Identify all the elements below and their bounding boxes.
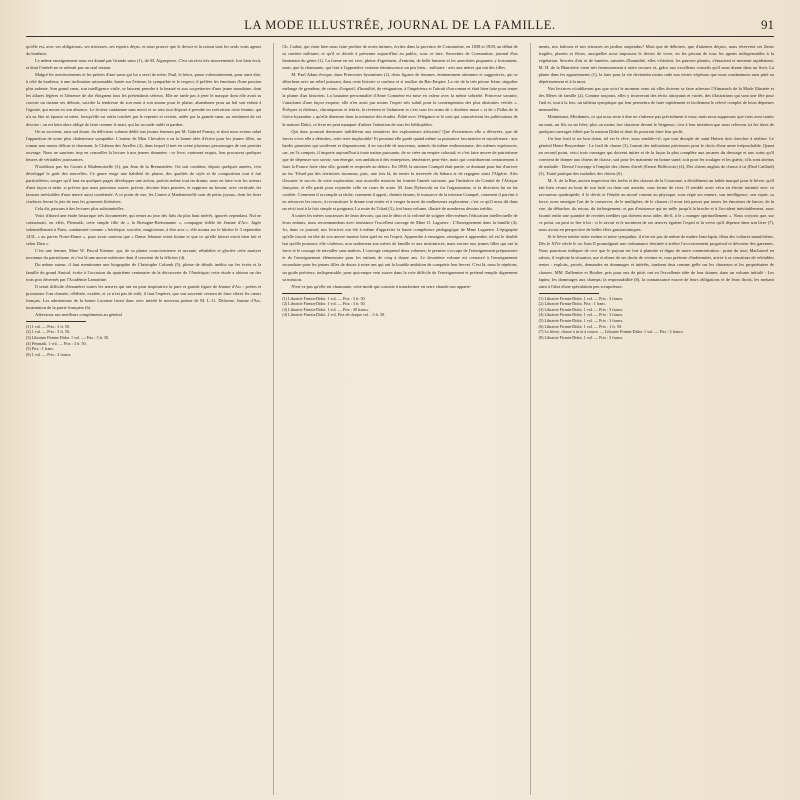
footnote-rule <box>26 321 86 322</box>
paragraph: Qui donc pourrait demeurer indifférent aux tentatives des explorateurs africains? Que d'existences elle a dévorées, que de forces vives elle a détruites, cette terre implacable! Et pourtant elle garde quand même sa puissance fascinatrice et mystérieuse : aux hardis pionniers qui soulèvent et disparaissent, il en succède de nouveaux, animés du même enthousiasme, des mêmes espérances; car, on l'a compris, il importe aujourd'hui à toute nation puissante, de se créer un empire colonial; et c'est faire œuvre de patriotisme que de dépenser son savoir, son énergie, son ambition à des entreprises, téméraires peut-être, mais qui contribueront certainement à faire la France forte chez elle, grande et respectée au dehors. En 1890, la mission Crampel était partie, se donnant pour but d'arriver au lac Tchad par des territoires inconnus, puis, une fois là, de tenter la traversée du Sahara et de regagner ainsi l'Algérie. Afin d'assurer le succès de cette exploration, une nouvelle mission fut formée l'année suivante, par l'initiative du Comité de l'Afrique française, et elle partit pour rejoindre celle en cours de route. M. Jean Dybowski en fut l'organisateur, et la direction lui en fut confiée. Comment il accomplit sa tâche, comment il apprit, chemin faisant, le massacre de la mission Crampel, comment il parvint à en retrouver les traces, à reconstituer le drame tout entier et à venger la mort du malheureux explorateur, c'est ce qu'il nous dit dans un récit tout à la fois simple et poignant, La route du Tchad (3), fort beau volume, illustré de nombreux dessins inédits. <box>282 128 518 212</box>
paragraph: Maintenant, Mesdames, ce qui nous reste à dire ne s'adresse pas précisément à vous; mais nous supposons que vous avez toutes un mari, un fils ou un frère, plus ou moins fort chasseur devant le Seigneur; c'est à leur intention que nous relevons ici les titres de quelques ouvrages édités par la maison Didot et dont ils pourront faire leur profit. <box>538 114 774 134</box>
paragraph: qu'elle est, avec ses obligations, ses tristesses, ses espoirs déçus, et nous prouve que le devoir et la raison sont les seuls vrais agents du bonheur. <box>26 44 262 57</box>
column-body <box>539 43 774 290</box>
paragraph: Du même auteur, il faut mentionner une biographie de Christophe Colomb (5), pleine de détails inédits sur les écrits et la famille du grand Amiral, écrite à l'occasion du quatrième centenaire de la découverte de l'Amérique; cette étude a obtenu un des trois prix décernés par l'Académie Lamartine. <box>26 262 262 282</box>
footnote: (5) Librairie Firmin-Didot. 1 vol. — Prix : 3 francs. <box>538 318 624 324</box>
footnote: (6) 1 vol. — Prix : 2 francs. <box>26 351 72 357</box>
column-3 <box>530 43 774 795</box>
footnote: (8) Librairie Firmin-Didot. 1 vol. — Prix : 3 francs. <box>538 334 624 340</box>
column-body <box>282 43 517 290</box>
running-head <box>26 14 774 37</box>
footnote: (1) Librairie Firmin-Didot. 1 vol. — Prix : 3 francs. <box>538 295 624 301</box>
footnote: (2) Librairie Firmin-Didot. Prix : 1 franc. <box>538 301 607 307</box>
footnote: (3) Librairie Firmin-Didot. 1 vol. — Prix : 3 francs. <box>538 306 624 312</box>
page-number: 91 <box>761 17 774 32</box>
footnote-rule <box>539 293 599 294</box>
paragraph: Malgré les avertissements et les prières d'une sœur qui lui a servi de mère, Paul, le héros, passe volontairement, pour ainsi dire, à côté du bonheur; à une inclination raisonnable, basée sur l'estime, la sympathie et le respect, il préfère les émotions d'une passion plus ardente. Son grand cœur, son intelligence virile, se laissent prendre à la beauté et aux coquetteries d'une jeune mondaine, dont les allures légères et l'absence de dot éloignent tous les prétendants sérieux. Elle ne tarde pas à jeter le masque dont elle avait su couvrir un instant ses défauts, sacrifie la tendresse de son mari à son amour pour le plaisir, abandonne pour un bal son enfant à l'agonie, qui meurt en son absence. Le lecteur condamne sans merci et se sent tout disposé à prendre en exécration cette femme, qui n'a su être ni épouse ni mère, lorsqu'elle est enfin touchée par le repentir et revient, aidée par la grande sœur, au sentiment de ses devoirs : on est bien alors obligé de faire comme le mari, qui lui accorde oubli et pardon. <box>26 72 262 127</box>
footnote: (4) Librairie Firmin-Didot. 1 vol. — Prix : 3 francs. <box>538 312 624 318</box>
journal-title: LA MODE ILLUSTRÉE, JOURNAL DE LA FAMILLE. <box>244 18 556 32</box>
paragraph: Si le lièvre mérite notre estime et notre sympathie, il n'en est pas de même de maître Jean-lapin, fléau des cultures maraîchères. Dès le XIVe siècle le roi Jean II promulguait une ordonnance destinée à arrêter l'accroissement progressif et dévoreur des garennes. Nous pourrions indiquer de ceci que le paysan est fort à plaindre et digne de notre commisération : point du tout; Machiavel en sabots, il exploite la situation, use et abuse de ses droits de victime et, sous prétexte d'indemnités, arrive à se constituer de véritables rentes : exploits, procès, demandes en dommages et intérêts, tombent drus comme grêle sur les chasseurs et les propriétaires de chasses. MM. Dallemier et Boulier, pris pour eux de pitié, ont eu l'excellente idée de leur donner, dans un volume intitulé : Les lapins; les dommages aux champs; la responsabilité (8), la connaissance exacte de leurs obligations et de leurs droits, les mettant ainsi à l'abri d'une spéculation peu scrupuleuse. <box>538 234 774 289</box>
footnote: (1) 1 vol. — Prix : 3 fr. 50. <box>26 323 71 329</box>
paragraph: N'est-ce pas qu'elle est charmante, cette mode qui consiste à transformer en serre chaude nos apparte- <box>291 283 472 289</box>
paragraph: Cela dit, passons à des lectures plus substantielles. <box>35 206 125 212</box>
paragraph: M. A. de la Rue, ancien inspecteur des forêts et des chasses de la Couronne, a décidément un faible marqué pour le lièvre, qu'il fait bien vivant au bout de son fusil ou dans son assiette, sous forme de civet. Il semble avoir vécu en étroite intimité avec ce savoureux quadrupède; il le décrit et l'étudie au moral comme au physique, sous régie ses mœurs, son intelligence, son esprit, sa force, nous enseigne l'art de le conserver, de le multiplier, de le chasser; il nous fait passer par toutes les émotions de lancer, de la vue, du débucher, du retour, du forlongement; et pas d'existence qui ne mêle jusqu'à la broche et à l'accident inévitablement, nous fournit enfin une quantité de recettes inédites qui doivent nous aider, dit-il, à le « manger spirituellement ». Nous croyons que, sur ce point, on peut se fier à lui : si le savoir et le montrent de ses œuvres égalent l'esprit et la verve qu'il dépense dans son livre (7), nous avons en perspective de belles fêtes gastronomiques. <box>538 177 774 233</box>
paragraph: Le même enseignement nous est donné par Grande sœur (1), de M. Aigueperse. C'est un récit très mouvementé, fort bien écrit, et dont l'intérêt ne se ralentit pas un seul instant. <box>26 58 262 71</box>
paragraph: Adressons nos meilleurs compliments au général <box>35 311 122 317</box>
footnotes <box>539 296 774 341</box>
footnote: (3) Librairie Firmin-Didot. 1 vol. — Prix : 30 francs. <box>282 306 369 312</box>
column-body <box>26 43 261 318</box>
footnote: (4) Péronaïk. 1 vol. — Prix : 3 fr. 50. <box>26 340 87 346</box>
footnote: (3) Librairie Firmin-Didot. 1 vol. — Prix : 3 fr. 50. <box>26 335 110 341</box>
paragraph: Voici d'abord une étude historique très documentée, qui remet au jour des faits du plus haut intérêt, ignorés cependant. Nul ne connaissait, en effet, Péronaïk, cette simple fille de « la Bretagne-Bretonnante », compagne fidèle de Jeanne d'Arc. Jugée solennellement à Paris, condamnée comme « hérétique, sorcière, magicienne, à être arse », elle monta sur le bûcher le 3 septembre 1431, « au parvis Notre-Dame », pour avoir soutenu que « Dame Jehanne estoit bonne et que ce qu'elle faisoit estoit bien fait et selon Dieu ». <box>26 213 262 247</box>
footnote-rule <box>282 293 342 294</box>
paragraph: N'oublions pas les Contes à Mademoiselle (3), par Jean de la Brenmatière. On sait combien, depuis quelques années, s'est développé le goût des nouvelles. Ce genre exige une habileté de plume, des qualités de style et de composition tout à fait particulières; songer qu'il faut en quelques pages développer une action, parfois même tout un drame; nous en faire voir les acteurs d'une façon si nette, si précise que nous puissions suivre, prévoir, deviner leurs pensées, et supposer au besoin, avec certitude, les lacunes inévitables d'une œuvre aussi condensée. A ce point de vue, les Contes à Mademoiselle sont de petits joyaux, dont les fines ciselures feront la joie de tous les gourmets littéraires. <box>26 163 262 205</box>
paragraph: ments, nos balcons et nos terrasses en jardins suspendus? Mais que de déboires, que d'attentes déçues, nous réservent ces fleurs fragiles, plantes et fleurs, auxquelles nous imposons le devoir de vivre, en les privant de tous les agents indispensables à la végétation. Sevrées d'air et de lumière, saturées d'humidité, elles s'étiolent, les pauvres plantes, s'émacient et meurent rapidement. M. H. de la Blanchère vient très heureusement à notre secours et, grâce aux excellents conseils qu'il nous donne dans un livre, La plante dans les appartements (1), la lutte pour la vie deviendra moins rude aux tristes végétaux que nous condamnons sans pitié au dépérissement et à la mort. <box>538 44 774 85</box>
footnote: (5) Prix : 1 franc. <box>26 346 55 352</box>
paragraph: Ch. Cadart, qui vient bien nous faire profiter de notes intimes, écrites dans la province de Constantine, en 1838 et 1839, au début de sa carrière militaire, et qu'il se décide à présenter aujourd'hui au public, sous ce titre, Souvenirs de Constantine, journal d'un lieutenant du génie (1). La forme en est vive, pleine d'agrément, d'entrain, de belle humeur et les anecdotes piquantes y foisonnent, mais, que la charmante, qui font à l'appendice certaine réminiscence un peu bien... militaire : avis aux mères qui ont des filles. <box>282 44 518 71</box>
footnote: (1) Librairie Firmin-Didot. 1 vol. — Prix : 3 fr. 50. <box>282 295 366 301</box>
paragraph: Un bon fusil et un bon chien, tel est le rêve, nous semble-t-il, que tout disciple de saint Hubert doit chercher à réaliser. Le général Henri-Bruyerdane : Le fusil de chasse (3), fournit des indications précieuses pour le choix d'une arme irréprochable. Quant au second point, voici trois ouvrages qui doivent initier et de la façon la plus complète aux arcanes du dressage et aux soins qu'il convient de donner aux chiens de chasse, soit pour les maintenir en bonne santé, soit pour les soulager et les guérir, s'ils sont atteints de maladie : Dressé l'ouvrage à l'emploi des chiens d'arrêt (Ernest Bellecroix) (4), Des chiens anglais de chasse à tir (Paul Caillard) (5), Traité pratique des maladies des chiens (6). <box>538 135 774 176</box>
paragraph: M. Paul Adam évoque, dans Princesses byzantines (2), deux figures de femmes, éminemment attirantes et suggestives, qui se détachent avec un relief puissant, dans cette histoire si confuse et si touffue du Bas-Empire. La vie de la très pieuse Irène, singulier mélange de grandeur, de crime, d'orgueil, d'humilité, de résignation, à l'impérieux et l'attrait d'un roman et était bien faite pour tenter la plume d'un historien. La hautaine personnalité d'Anne Comnène est mise en valeur avec la même sobriété. Princesse savante, s'attachant d'une façon exquise, elle n'en avait pas moins l'esprit très subtil pour la contemplation des plus abstraites vérités ». Évêques et rhéteurs, chroniqueurs et lettrés, la révèrent et l'admirent et c'est sous les noms de « dixième muse » et de « Pallas de la Grèce byzantine » qu'elle demeure dans la mémoire des érudits. Édité avec l'élégance et le soin qui caractérisent les publications de la maison Didot, ce livre ne peut manquer d'attirer l'attention de tous les bibliophiles. <box>282 72 518 127</box>
footnote: (6) Librairie Firmin-Didot. 1 vol. — Prix : 1 fr. 50. <box>538 323 622 329</box>
footnotes <box>26 324 261 358</box>
paragraph: A toutes les mères soucieuses de leurs devoirs, qui ont le désir et la volonté de soigner elles-mêmes l'éducation intellectuelle de leurs enfants, nous recommandons avec insistance l'excellent ouvrage de Mme O. Laguerre : L'Enseignement dans la famille (4). Ici, dans ce journal, nos lectrices ont été à même d'apprécier la haute compétence pédagogique de Mme Laguerre. L'épigraphe qu'elle inscrit en tête de son œuvre montre bien quel en est l'esprit. Apprendre à enseigner, enseigner à apprendre; tel est le double but qu'elle poursuit; elle s'adresse, non seulement aux mères de famille et aux institutrices, mais encore aux jeunes filles qui ont la force et le courage de travailler sans maîtres. L'ouvrage comprend deux volumes; le premier s'occupe de l'enseignement préparatoire et de l'enseignement élémentaire pour les enfants de cinq à douze ans. Le deuxième volume est consacré à l'enseignement secondaire pour les jeunes filles de douze à seize ans qui ont la louable ambition de conquérir leur brevet. C'est là, nous le répétons, un guide précieux, indispensable, pour quiconque veut suivre dans la voie difficile de l'enseignement et prétend remplir dignement sa mission. <box>282 213 518 282</box>
footnote: (2) 1 vol. — Prix : 3 fr. 50. <box>26 329 71 335</box>
footnote: (4) Librairie Firmin-Didot. 2 vol. Prix de chaque vol. : 3 fr. 50. <box>282 312 386 318</box>
column-1 <box>26 43 261 795</box>
paragraph: On se souvient, sans nul doute, du délicieux volume dédié aux jeunes femmes par M. Gabriel Franay, et dont nous avions salué l'apparition de notre plus chaleureuse sympathie. L'auteur de Mon Chevalier a eu la bonne idée d'écrire pour les jeunes filles, un roman non moins délicat et charmant, le Château des Airelles (2), dans lequel il met en scène plusieurs personnages de son premier ouvrage. Nous ne saurions trop en conseiller la lecture à nos jeunes abonnées : ce livre, vraiment exquis, leur procurera quelques heures de véritables jouissances. <box>26 128 262 162</box>
column-2 <box>273 43 517 795</box>
paragraph: Nos lectrices n'oublieront pas que voici le moment venu où elles doivent se faire adresser l'Almanach de la Mode Illustrée et des Mères de famille (2). Comme toujours, elles y trouveront des récits attrayants et variés, des illustrations qui sont une fête pour l'œil et, tout à la fois, un tableau synoptique qui leur permettra de faire rapidement et facilement le relevé complet de leurs dépenses mensuelles. <box>538 86 774 113</box>
paragraph: Il serait difficile d'énumérer toutes les œuvres qui ont eu pour inspiratrice la pure et grande figure de Jeanne d'Arc : poètes et prosateurs l'ont chantée, célébrée, exaltée, et ce n'est pas de sitôt, il faut l'espérer, que son souvenir cessera de faire vibrer les cœurs français. Les admirateurs de la bonne Lorraine liront donc avec intérêt le nouveau poème de M. L.-G. Delorme, Jeanne d'Arc, incarnation de la patrie française (6). <box>26 283 262 310</box>
footnote: (7) Le lièvre, chasse à tir et à courre. — Librairie Firmin-Didot. 1 vol. — Prix : 3 francs. <box>538 329 684 335</box>
text-columns <box>26 43 774 795</box>
paragraph: C'est une femme, Mme W. Pascal Etienne, qui, de sa plume consciencieuse et savante, réhabilite et glorifie cette martyre inconnue du patriotisme, et c'est là une œuvre méritoire dont il convient de la féliciter (4). <box>26 248 262 261</box>
footnotes <box>282 296 517 318</box>
footnote: (2) Librairie Firmin-Didot. 1 vol. — Prix : 3 fr. 50. <box>282 301 366 307</box>
